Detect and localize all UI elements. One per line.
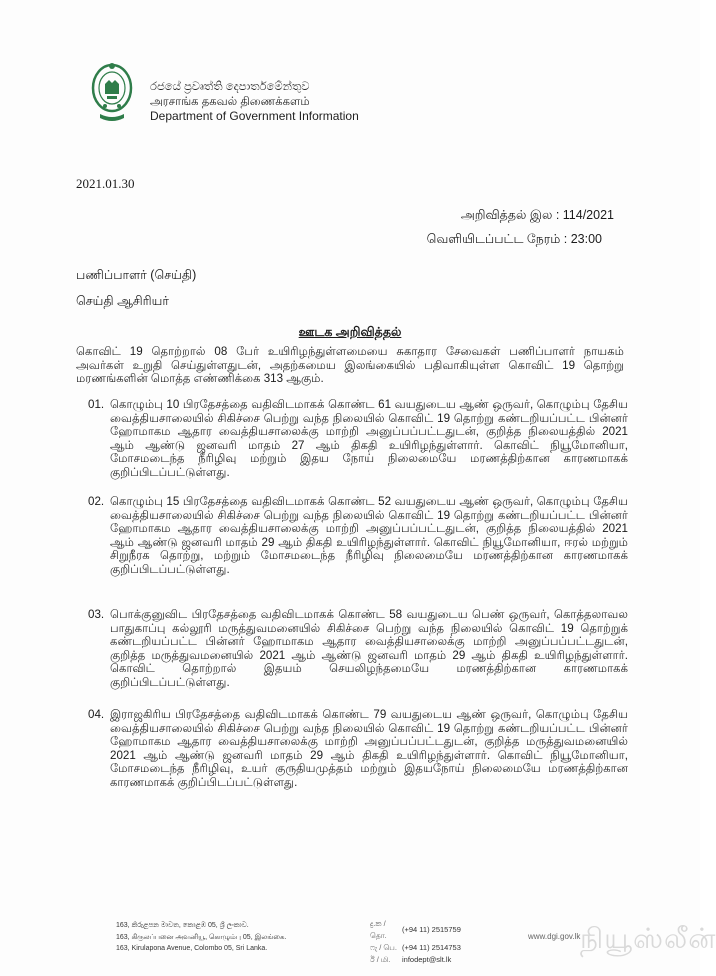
address-english: 163, Kirulapona Avenue, Colombo 05, Sri Lanka.: [116, 945, 268, 952]
email-row: [370, 954, 461, 966]
notice-number: [461, 208, 614, 224]
footer-contacts: [370, 918, 461, 966]
item-text: பொக்குனுவிட பிரதேசத்தை வதிவிடமாகக் கொண்ட 58 வயதுடைய பெண் ஒருவர், கொத்தலாவல பாதுகாப்பு கல்லூரி மருத்துவமனையில் சிகிச்சை பெற்று வந்த நிலையில் கொவிட் 19 தொற்றுக் கண்டறியப்பட்ட பின்னர் ஹோமாகம ஆதார வைத்தியசாலைக்கு மாற்றி அனுப்பப்பட்டதுடன், குறித்த மருத்துவமனையில் 2021 ஆம் ஆண்டு ஜனவரி மாதம் 29 ஆம் திகதி உயிரிழந்துள்ளார். கொவிட் தொற்றால் இதயம் செயலிழந்தமையே மரணத்திற்கான காரணமாகக் குறிப்பிடப்பட்டுள்ளது.: [110, 608, 628, 689]
item-number: 01.: [88, 398, 105, 411]
department-names: [150, 80, 359, 124]
list-item: [88, 608, 628, 690]
list-item: [88, 398, 628, 480]
phone-number: (+94 11) 2515759: [402, 925, 461, 934]
release-time: [427, 232, 602, 248]
email-address: infodept@slt.lk: [402, 955, 452, 964]
address-sinhala: 163, කිරුළපන මාවත, කොළඹ 05, ශ්‍රී ලංකාව.: [116, 922, 249, 929]
fax-row: [370, 942, 461, 954]
release-time-value: 23:00: [570, 232, 602, 246]
item-text: கொழும்பு 15 பிரதேசத்தை வதிவிடமாகக் கொண்ட 52 வயதுடைய ஆண் ஒருவர், கொழும்பு தேசிய வைத்தியசாலையில் சிகிச்சை பெற்று வந்த நிலையில் கொவிட் 19 தொற்று கண்டறியப்பட்ட பின்னர் ஹோமாகம ஆதார வைத்தியசாலைக்கு மாற்றி அனுப்பப்பட்டதுடன், குறித்த நிலையத்தில் 2021 ஆம் ஆண்டு ஜனவரி மாதம் 29 ஆம் திகதி உயிரிழந்துள்ளார். கொவிட் நியூமோனியா, ஈரல் மற்றும் சிறுநீரக தொற்று, மற்றும் மோசமடைந்த நீரிழிவு நிலைமையே மரணத்திற்கான காரணமாகக் குறிப்பிடப்பட்டுள்ளது.: [110, 495, 628, 576]
list-item: [88, 708, 628, 790]
document-heading: [0, 325, 700, 341]
department-name-sinhala: රජයේ ප්‍රවෘත්ති දෙපාර්තමේන්තුව: [150, 81, 310, 93]
address-tamil: 163, கிருலப்பனை அவனியூ, கொழும்பு 05, இலங்கை.: [116, 933, 287, 941]
department-name-english: Department of Government Information: [150, 109, 359, 123]
item-number: 02.: [88, 495, 105, 508]
footer: [0, 908, 716, 976]
list-item: [88, 495, 628, 577]
fax-number: (+94 11) 2514753: [402, 943, 461, 952]
item-number: 03.: [88, 608, 105, 621]
notice-number-label: அறிவித்தல் இல :: [460, 208, 560, 222]
item-text: இராஜகிரிய பிரதேசத்தை வதிவிடமாகக் கொண்ட 79 வயதுடைய ஆண் ஒருவர், கொழும்பு தேசிய வைத்தியசாலையில் சிகிச்சை பெற்று வந்த நிலையில் கொவிட் 19 தொற்று கண்டறியப்பட்ட பின்னர் ஹோமாகம ஆதார வைத்தியசாலைக்கு மாற்றி அனுப்பப்பட்டதுடன், குறித்த மருத்துவமனையில் 2021 ஆம் ஆண்டு ஜனவரி மாதம் 29 ஆம் திகதி உயிரிழந்துள்ளார். கொவிட் நியூமோனியா, மோசமடைந்த நீரிழிவு, உயர் குருதியமுத்தம் மற்றும் இதயநோய் நிலைமையே மரணத்திற்கான காரணமாகக் குறிப்பிடப்பட்டுள்ளது.: [110, 708, 628, 789]
department-name-tamil: அரசாங்க தகவல் திணைக்களம்: [150, 95, 310, 108]
phone-row: [370, 918, 461, 942]
footer-address: [116, 920, 286, 955]
release-time-label: வெளியிடப்பட்ட நேரம் :: [426, 232, 568, 246]
recipient-director: பணிப்பாளர் (செய்தி): [76, 268, 197, 282]
item-number: 04.: [88, 708, 105, 721]
watermark: நியூஸ்லீன்: [580, 922, 716, 955]
item-text: கொழும்பு 10 பிரதேசத்தை வதிவிடமாகக் கொண்ட 61 வயதுடைய ஆண் ஒருவர், கொழும்பு தேசிய வைத்தியசாலையில் சிகிச்சை பெற்று வந்த நிலையில் கொவிட் 19 தொற்று கண்டறியப்பட்ட பின்னர் ஹோமாகம ஆதார வைத்தியசாலைக்கு மாற்றி அனுப்பப்பட்டதுடன், குறித்த நிலையத்தில் 2021 ஆம் ஆண்டு ஜனவரி மாதம் 27 ஆம் திகதி உயிரிழந்துள்ளார். கொவிட் நியூமோனியா, மோசமடைந்த நீரிழிவு மற்றும் இதய நோய் நிலைமையே மரணத்திற்கான காரணமாகக் குறிப்பிடப்பட்டுள்ளது.: [110, 398, 628, 479]
heading-text: ஊடக அறிவித்தல்: [298, 325, 402, 339]
intro-paragraph: கொவிட் 19 தொற்றால் 08 பேர் உயிரிழந்துள்ளமையை சுகாதார சேவைகள் பணிப்பாளர் நாயகம் அவர்கள் உறுதி செய்துள்ளதுடன், அதற்கமைய இலங்கையில் பதிவாகியுள்ள கொவிட் 19 தொற்று மரணங்களின் மொத்த எண்ணிக்கை 313 ஆகும்.: [76, 345, 624, 386]
issue-date: 2021.01.30: [76, 176, 135, 191]
notice-number-value: 114/2021: [562, 208, 614, 222]
government-emblem-icon: [88, 58, 136, 126]
website-link[interactable]: www.dgi.gov.lk: [528, 932, 581, 941]
fax-label: ෆැ / பெ.: [370, 943, 397, 952]
phone-label: දු.ක / தொ.: [370, 919, 387, 940]
email-label: ඊ / மி.: [370, 955, 391, 964]
recipient-editor: செய்தி ஆசிரியர்: [76, 294, 169, 308]
